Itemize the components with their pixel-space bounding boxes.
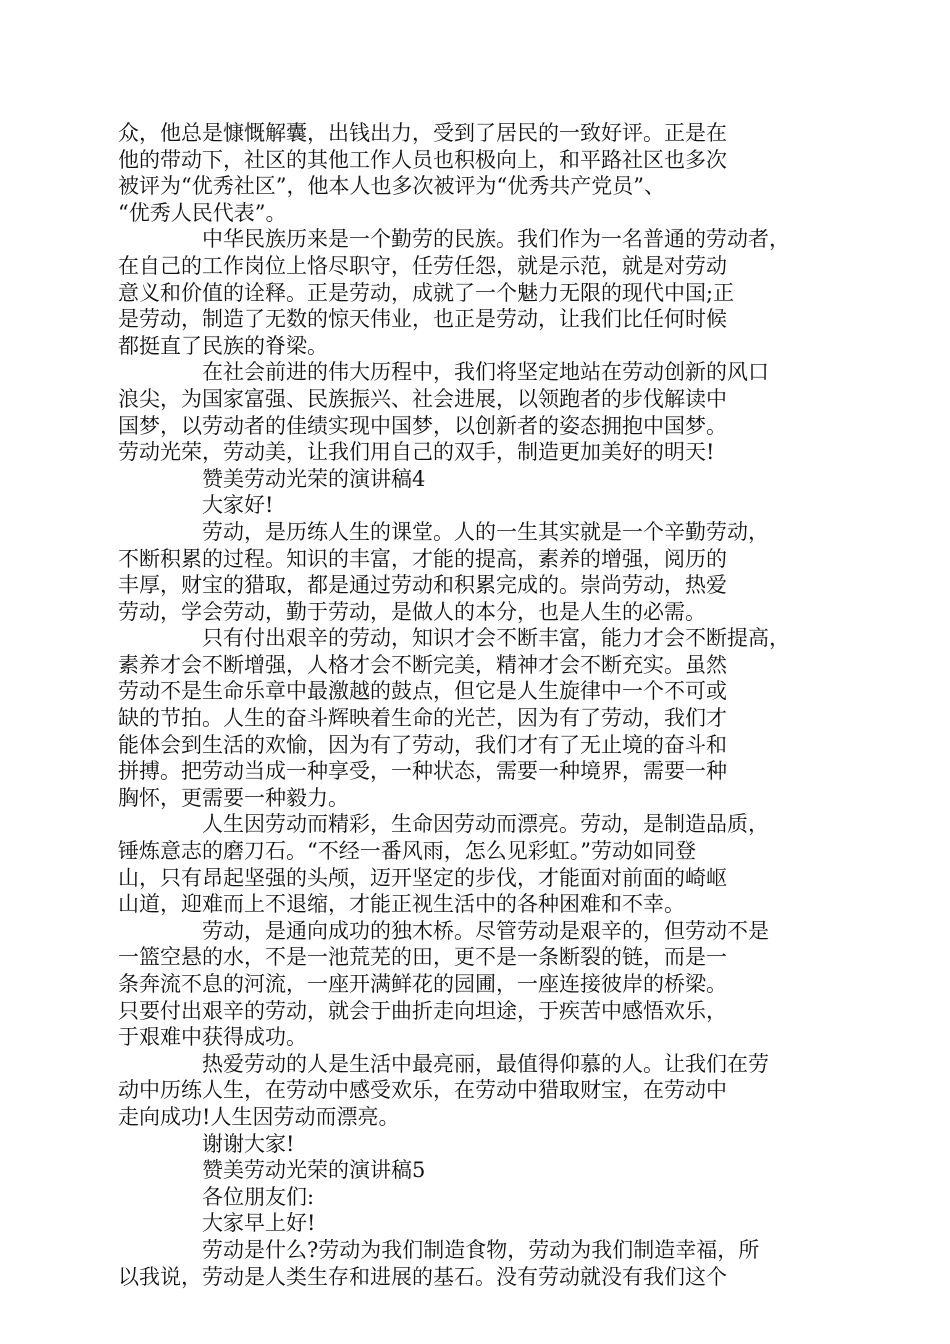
- text-line: 意义和价值的诠释。正是劳动，成就了一个魅力无限的现代中国;正: [118, 280, 735, 305]
- text-line: 众，他总是慷慨解囊，出钱出力，受到了居民的一致好评。正是在: [118, 121, 727, 145]
- text-line: 于艰难中获得成功。: [118, 1025, 307, 1050]
- text-line: 中华民族历来是一个勤劳的民族。我们作为一名普通的劳动者，: [202, 227, 790, 252]
- text-line: 走向成功!人生因劳动而漂亮。: [118, 1104, 400, 1129]
- paragraph: [118, 1157, 838, 1184]
- text-line: 赞美劳动光荣的演讲稿5: [202, 1158, 426, 1183]
- text-line: 一篮空悬的水，不是一池荒芜的田，更不是一条断裂的链，而是一: [118, 945, 727, 970]
- text-line: 只有付出艰辛的劳动，知识才会不断丰富，能力才会不断提高，: [202, 626, 790, 651]
- text-line: 条奔流不息的河流，一座开满鲜花的园圃，一座连接彼岸的桥梁。: [118, 972, 727, 996]
- text-line: 人生因劳动而精彩，生命因劳动而漂亮。劳动，是制造品质，: [202, 812, 769, 837]
- paragraph: [118, 492, 838, 519]
- paragraph: [118, 519, 838, 625]
- paragraph: [118, 918, 838, 1051]
- text-line: 大家好!: [202, 493, 274, 518]
- text-line: 只要付出艰辛的劳动，就会于曲折走向坦途，于疾苦中感悟欢乐，: [118, 998, 727, 1023]
- text-line: 在社会前进的伟大历程中，我们将坚定地站在劳动创新的风口: [202, 360, 769, 385]
- text-line: 浪尖，为国家富强、民族振兴、社会进展，以领跑者的步伐解读中: [118, 386, 727, 411]
- text-line: 能体会到生活的欢愉，因为有了劳动，我们才有了无止境的奋斗和: [118, 732, 727, 757]
- paragraph: [118, 120, 838, 226]
- paragraph: [118, 226, 838, 359]
- paragraph: [118, 466, 838, 493]
- paragraph: [118, 1131, 838, 1158]
- text-line: 动中历练人生，在劳动中感受欢乐，在劳动中猎取财宝，在劳动中: [118, 1078, 727, 1103]
- text-line: 劳动，学会劳动，勤于劳动，是做人的本分，也是人生的必需。: [118, 599, 706, 624]
- text-line: 山道，迎难而上不退缩，才能正视生活中的各种困难和不幸。: [118, 892, 685, 917]
- text-line: 以我说，劳动是人类生存和进展的基石。没有劳动就没有我们这个: [118, 1264, 727, 1289]
- text-line: “优秀人民代表”。: [118, 200, 287, 225]
- text-line: 谢谢大家!: [202, 1131, 295, 1156]
- text-line: 在自己的工作岗位上恪尽职守，任劳任怨，就是示范，就是对劳动: [118, 253, 727, 278]
- paragraph: [118, 1210, 838, 1237]
- paragraph: [118, 1051, 838, 1131]
- text-line: 劳动，是历练人生的课堂。人的一生其实就是一个辛勤劳动，: [202, 519, 769, 544]
- text-line: 不断积累的过程。知识的丰富，才能的提高，素养的增强，阅历的: [118, 546, 727, 571]
- text-line: 赞美劳动光荣的演讲稿4: [202, 466, 426, 491]
- text-line: 锤炼意志的磨刀石。“不经一番风雨，怎么见彩虹。”劳动如同登: [118, 839, 696, 864]
- paragraph: [118, 625, 838, 811]
- text-line: 山，只有昂起坚强的头颅，迈开坚定的步伐，才能面对前面的崎岖: [118, 865, 727, 890]
- text-line: 热爱劳动的人是生活中最亮丽，最值得仰慕的人。让我们在劳: [202, 1051, 769, 1076]
- paragraph: [118, 1237, 838, 1290]
- document-body: [118, 120, 838, 1290]
- text-line: 都挺直了民族的脊梁。: [118, 333, 328, 358]
- paragraph: [118, 1184, 838, 1211]
- text-line: 缺的节拍。人生的奋斗辉映着生命的光芒，因为有了劳动，我们才: [118, 706, 727, 731]
- text-line: 大家早上好!: [202, 1211, 316, 1236]
- paragraph: [118, 811, 838, 917]
- text-line: 是劳动，制造了无数的惊天伟业，也正是劳动，让我们比任何时候: [118, 307, 727, 332]
- text-line: 各位朋友们:: [202, 1184, 315, 1209]
- text-line: 劳动光荣，劳动美，让我们用自己的双手，制造更加美好的明天!: [118, 440, 715, 465]
- text-line: 劳动是什么?劳动为我们制造食物，劳动为我们制造幸福，所: [202, 1237, 760, 1262]
- text-line: 劳动，是通向成功的独木桥。尽管劳动是艰辛的，但劳动不是: [202, 918, 769, 943]
- paragraph: [118, 359, 838, 465]
- text-line: 他的带动下，社区的其他工作人员也积极向上，和平路社区也多次: [118, 147, 727, 172]
- text-line: 胸怀，更需要一种毅力。: [118, 785, 349, 810]
- text-line: 拼搏。把劳动当成一种享受，一种状态，需要一种境界，需要一种: [118, 759, 727, 784]
- text-line: 劳动不是生命乐章中最激越的鼓点，但它是人生旋律中一个不可或: [118, 679, 727, 704]
- text-line: 素养才会不断增强，人格才会不断完美，精神才会不断充实。虽然: [118, 652, 727, 677]
- text-line: 被评为“优秀社区”，他本人也多次被评为“优秀共产党员”、: [118, 174, 665, 199]
- text-line: 国梦，以劳动者的佳绩实现中国梦，以创新者的姿态拥抱中国梦。: [118, 413, 727, 438]
- text-line: 丰厚，财宝的猎取，都是通过劳动和积累完成的。崇尚劳动，热爱: [118, 573, 727, 598]
